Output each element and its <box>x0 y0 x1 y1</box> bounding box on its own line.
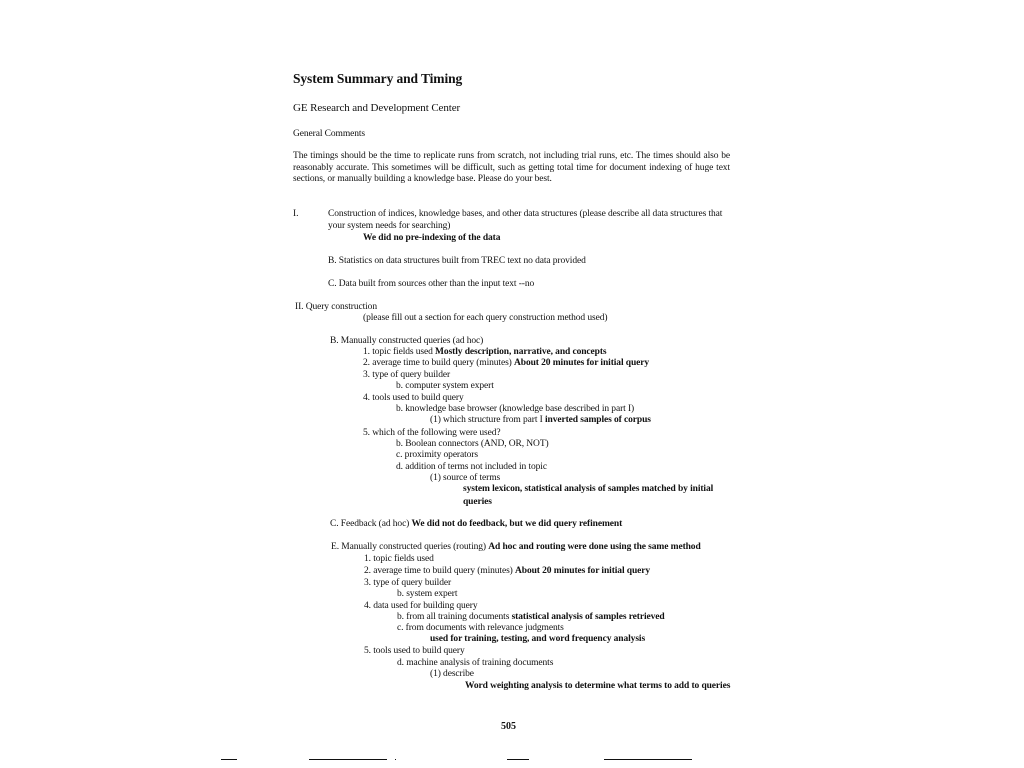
section-1b-label: B. Statistics on data structures built from TREC text <box>328 256 522 266</box>
general-comments-text: The timings should be the time to replicate runs from scratch, not including trial runs, etc. The times should also be reasonably accurate. This sometimes will be difficult, such as getting total time for document indexing of huge text sections, or manually building a knowledge base. Please do your best. <box>293 151 730 184</box>
section-2e-item4-b <box>397 612 665 623</box>
section-2-title: Query construction <box>305 302 377 312</box>
section-2e-item5-d1: (1) describe <box>430 669 474 679</box>
scan-rule <box>221 759 237 760</box>
item-answer: Ad hoc and routing were done using the same method <box>488 542 701 552</box>
item-answer: We did not do feedback, but we did query refinement <box>411 519 623 529</box>
section-2e-item3-sub: b. system expert <box>397 589 458 599</box>
scan-rule <box>604 759 692 760</box>
section-2-number: II. <box>295 302 304 312</box>
section-2e-item5-d1-answer: Word weighting analysis to determine what terms to add to queries <box>465 681 731 691</box>
section-1-number: I. <box>293 209 299 219</box>
item-answer: statistical analysis of samples retrieved <box>511 612 665 622</box>
item-label: (1) which structure from part I <box>430 415 543 425</box>
section-2e-item4-c-answer: used for training, testing, and word frequency analysis <box>430 634 646 644</box>
section-2b-item5: 5. which of the following were used? <box>363 428 501 438</box>
section-2b-item5-d1-answer-line1: system lexicon, statistical analysis of samples matched by initial <box>463 484 714 494</box>
item-label: 2. average time to build query (minutes) <box>363 358 512 368</box>
item-answer: Mostly description, narrative, and concepts <box>435 347 607 357</box>
section-2b-item4-sub1 <box>430 415 651 426</box>
section-1c-label: C. Data built from sources other than the input text <box>328 279 517 289</box>
item-answer: inverted samples of corpus <box>545 415 651 425</box>
item-label: b. from all training documents <box>397 612 510 622</box>
section-2b-item4: 4. tools used to build query <box>363 393 464 403</box>
item-label: 2. average time to build query (minutes) <box>364 566 513 576</box>
section-1-text-line1: Construction of indices, knowledge bases, and other data structures (please describe all data structures that <box>328 209 723 219</box>
item-label: E. Manually constructed queries (routing) <box>331 542 486 552</box>
section-2b-item5-d1-answer-line2: queries <box>463 497 492 507</box>
organization-name: GE Research and Development Center <box>293 102 461 114</box>
section-2b-label: B. Manually constructed queries (ad hoc) <box>330 336 484 346</box>
section-2e-item1: 1. topic fields used <box>364 554 434 564</box>
section-2b-item5-c: c. proximity operators <box>396 450 478 460</box>
section-2b-item5-b: b. Boolean connectors (AND, OR, NOT) <box>396 439 549 449</box>
section-1-text-line2: your system needs for searching) <box>328 221 451 231</box>
section-1b-answer: no data provided <box>523 256 586 266</box>
section-2e <box>331 542 701 553</box>
section-2b-item3: 3. type of query builder <box>363 370 451 380</box>
section-1c <box>328 279 534 290</box>
section-2b-item4-sub: b. knowledge base browser (knowledge base described in part I) <box>396 404 635 414</box>
section-2b-item1 <box>363 347 606 358</box>
section-1b <box>328 256 586 267</box>
scan-rule <box>309 759 387 760</box>
section-2b-item5-d1: (1) source of terms <box>430 473 501 483</box>
general-comments-heading: General Comments <box>293 129 366 139</box>
section-2e-item5-d: d. machine analysis of training documents <box>397 658 554 668</box>
section-1c-answer: --no <box>518 279 535 289</box>
section-2e-item5: 5. tools used to build query <box>364 646 465 656</box>
section-2e-item4-c: c. from documents with relevance judgments <box>397 623 564 633</box>
section-1-answer: We did no pre-indexing of the data <box>363 233 501 243</box>
section-2e-item2 <box>364 566 650 577</box>
page-title: System Summary and Timing <box>293 71 463 86</box>
section-2b-item5-d: d. addition of terms not included in topic <box>396 462 547 472</box>
page-number: 505 <box>501 721 516 732</box>
item-label: C. Feedback (ad hoc) <box>330 519 410 529</box>
section-2b-item3-sub: b. computer system expert <box>396 381 494 391</box>
section-2b-item2 <box>363 358 649 369</box>
section-2-note: (please fill out a section for each query construction method used) <box>363 313 608 323</box>
section-2-heading <box>295 302 377 313</box>
scan-rule <box>507 759 529 760</box>
item-answer: About 20 minutes for initial query <box>515 566 651 576</box>
section-2e-item4: 4. data used for building query <box>364 601 478 611</box>
item-label: 1. topic fields used <box>363 347 433 357</box>
scan-dot <box>395 759 396 760</box>
section-2e-item3: 3. type of query builder <box>364 578 452 588</box>
section-2c <box>330 519 622 530</box>
item-answer: About 20 minutes for initial query <box>514 358 650 368</box>
